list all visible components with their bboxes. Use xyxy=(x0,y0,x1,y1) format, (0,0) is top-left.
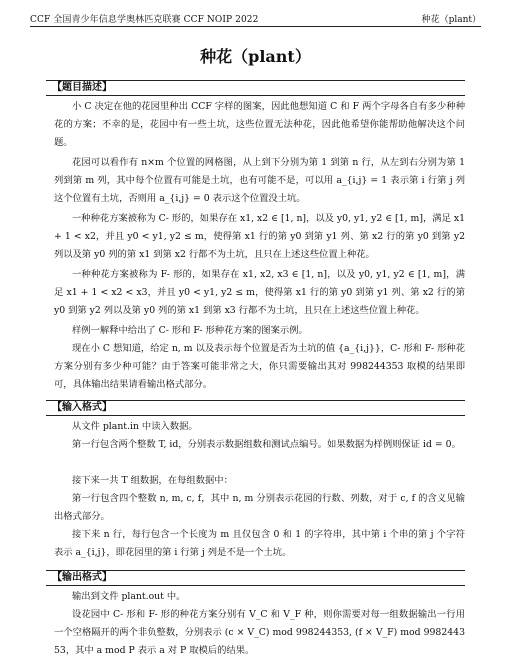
page-title: 种花（plant） xyxy=(200,47,311,66)
paragraph: 一种种花方案被称为 C- 形的，如果存在 x1, x2 ∈ [1, n]，以及 y0, y1, y2 ∈ [1, m]，满足 x1 + 1 < x2，并且 y0 < y1, y2 ≤ m，使得第 x1 行的第 y0 到第 y1 列、第 x2 行的第 y0 到第 y2 列以及第 y0 列的第 x1 到第 x2 行都不为土坑，且只在上述这些位置上种花。 xyxy=(54,213,465,260)
section-heading-description: 【题目描述】 xyxy=(52,82,112,93)
paragraph: 第一行包含两个整数 T, id，分别表示数据组数和测试点编号。如果数据为样例则保证 id = 0。 xyxy=(72,439,461,450)
section-heading-output: 【输出格式】 xyxy=(52,572,112,583)
paragraph: 花园可以看作有 n×m 个位置的网格图，从上到下分别为第 1 到第 n 行，从左到右分别为第 1 列到第 m 列，其中每个位置有可能是土坑，也有可能不是，可以用 a_{i,j} = 1 表示第 i 行第 j 列这个位置有土坑，否则用 a_{i,j} = 0 表示这个位置没土坑。 xyxy=(54,157,465,204)
running-header-left: CCF 全国青少年信息学奥林匹克联赛 CCF NOIP 2022 xyxy=(30,15,259,25)
paragraph: 接下来 n 行，每行包含一个长度为 m 且仅包含 0 和 1 的字符串，其中第 i 个串的第 j 个字符表示 a_{i,j}，即花园里的第 i 行第 j 列是不是一个土坑。 xyxy=(54,529,465,558)
header-rule xyxy=(30,26,481,27)
paragraph: 现在小 C 想知道，给定 n, m 以及表示每个位置是否为土坑的值 {a_{i,j}}，C- 形和 F- 形种花方案分别有多少种可能？由于答案可能非常之大，你只需要输出其对 998244353 取模的结果即可，具体输出结果请看输出格式部分。 xyxy=(54,343,465,390)
paragraph: 第一行包含四个整数 n, m, c, f，其中 n, m 分别表示花园的行数、列数，对于 c, f 的含义见输出格式部分。 xyxy=(54,493,465,522)
paragraph: 样例一解释中给出了 C- 形和 F- 形种花方案的图案示例。 xyxy=(72,325,308,336)
paragraph: 接下来一共 T 组数据，在每组数据中： xyxy=(72,475,233,486)
paragraph: 输出到文件 plant.out 中。 xyxy=(72,591,186,602)
running-header-right: 种花（plant） xyxy=(421,15,481,25)
paragraph: 设花园中 C- 形和 F- 形的种花方案分别有 V_C 和 V_F 种，则你需要对每一组数据输出一行用一个空格隔开的两个非负整数，分别表示 (c × V_C) mod 998244353, (f × V_F) mod 998244353，其中 a mod P 表示 a 对 P 取模后的结果。 xyxy=(54,609,465,656)
paragraph: 从文件 plant.in 中读入数据。 xyxy=(72,421,198,432)
paragraph: 一种种花方案被称为 F- 形的，如果存在 x1, x2, x3 ∈ [1, n]，以及 y0, y1, y2 ∈ [1, m]，满足 x1 + 1 < x2 < x3，并且 y0 < y1, y2 ≤ m，使得第 x1 行的第 y0 到第 y1 列、第 x2 行的第 y0 到第 y2 列以及第 y0 列的第 x1 到第 x3 行都不为土坑，且只在上述这些位置上种花。 xyxy=(54,269,465,316)
section-heading-input: 【输入格式】 xyxy=(52,402,112,413)
paragraph: 小 C 决定在他的花园里种出 CCF 字样的图案，因此他想知道 C 和 F 两个字母各自有多少种种花的方案；不幸的是，花园中有一些土坑，这些位置无法种花，因此他希望你能帮助他解决这个问题。 xyxy=(54,101,465,148)
